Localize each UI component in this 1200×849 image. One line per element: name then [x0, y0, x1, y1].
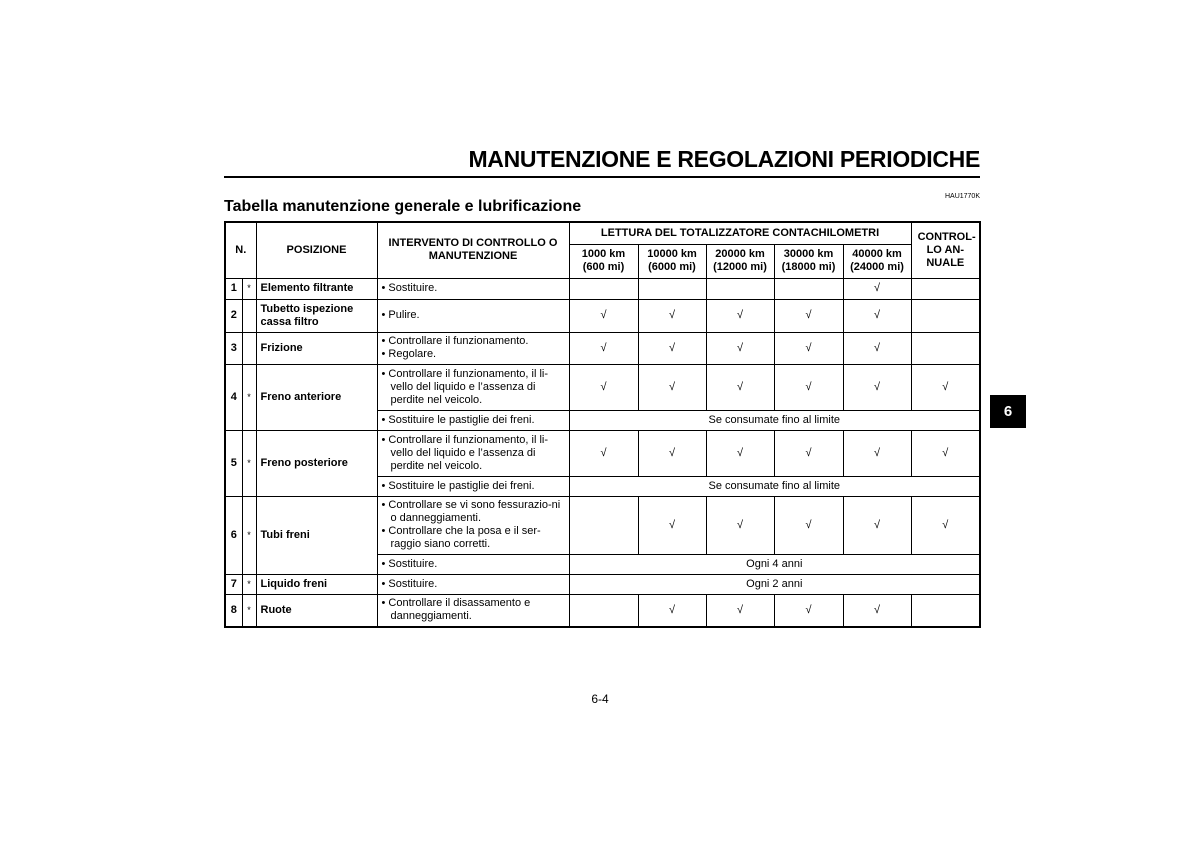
action-text: Controllare se vi sono fessurazio-ni o danneggiamenti.: [388, 499, 561, 524]
km-label: 1000 km: [581, 248, 626, 260]
action-text: Controllare il funzionamento.: [388, 335, 529, 347]
row-number: 3: [225, 332, 242, 364]
check-mark-cell: √: [843, 594, 911, 627]
action-item: [382, 525, 565, 551]
check-mark-cell: √: [706, 364, 774, 410]
interval-note: Se consumate fino al limite: [569, 410, 980, 430]
action-cell: [377, 332, 569, 364]
action-text: Controllare il funzionamento, il li-vello del liquido e l’assenza di perdite nel veicolo.: [388, 433, 548, 472]
check-mark-cell: √: [638, 332, 706, 364]
header-km-4: [843, 244, 911, 278]
header-km-0: [569, 244, 638, 278]
check-mark-cell: √: [638, 364, 706, 410]
mi-label: (18000 mi): [781, 261, 836, 273]
bullet-icon: •: [381, 525, 389, 537]
header-action: INTERVENTO DI CONTROLLO O MANUTENZIONE: [377, 222, 569, 278]
asterisk-marker: *: [242, 430, 256, 496]
action-text: Sostituire le pastiglie dei freni.: [388, 479, 535, 492]
asterisk-marker: *: [242, 594, 256, 627]
check-mark-cell: √: [843, 430, 911, 476]
km-label: 30000 km: [783, 248, 834, 260]
bullet-icon: •: [381, 499, 389, 511]
mi-label: (6000 mi): [648, 261, 696, 273]
row-position: Elemento filtrante: [256, 278, 377, 299]
mi-label: (600 mi): [582, 261, 625, 273]
row-position: Freno posteriore: [256, 430, 377, 496]
table-row: [225, 594, 980, 627]
action-text: Controllare il funzionamento, il li-vello del liquido e l’assenza di perdite nel veicolo.: [388, 367, 548, 406]
action-cell: [377, 476, 569, 496]
action-item: [382, 414, 565, 427]
row-number: 1: [225, 278, 242, 299]
row-number: 6: [225, 496, 242, 574]
row-number: 5: [225, 430, 242, 496]
empty-cell: [569, 278, 638, 299]
row-position: Tubi freni: [256, 496, 377, 574]
asterisk-marker: *: [242, 574, 256, 594]
empty-cell: [911, 278, 980, 299]
table-row: [225, 430, 980, 476]
action-text: Sostituire.: [388, 282, 438, 294]
action-item: [382, 480, 565, 493]
action-cell: [377, 594, 569, 627]
header-km-2: [706, 244, 774, 278]
header-km-3: [774, 244, 843, 278]
check-mark-cell: √: [911, 430, 980, 476]
check-mark-cell: √: [706, 594, 774, 627]
action-cell: [377, 410, 569, 430]
empty-cell: [911, 332, 980, 364]
table-row: [225, 332, 980, 364]
asterisk-marker: [242, 299, 256, 332]
action-cell: [377, 278, 569, 299]
table-row: [225, 278, 980, 299]
km-label: 40000 km: [852, 248, 902, 260]
check-mark-cell: √: [706, 332, 774, 364]
asterisk-marker: [242, 332, 256, 364]
row-number: 8: [225, 594, 242, 627]
mi-label: (12000 mi): [713, 261, 767, 273]
maintenance-table: [224, 221, 981, 628]
action-item: [382, 282, 565, 295]
row-position: Tubetto ispezione cassa filtro: [256, 299, 377, 332]
asterisk-marker: *: [242, 364, 256, 430]
check-mark-cell: √: [774, 496, 843, 554]
header-position: POSIZIONE: [256, 222, 377, 278]
bullet-icon: •: [381, 479, 389, 492]
check-mark-cell: √: [774, 332, 843, 364]
bullet-icon: •: [381, 309, 389, 321]
header-annual: CONTROL-LO AN-NUALE: [911, 222, 980, 278]
check-mark-cell: √: [774, 430, 843, 476]
action-item: [382, 578, 565, 591]
check-mark-cell: √: [569, 299, 638, 332]
check-mark-cell: √: [911, 496, 980, 554]
action-text: Sostituire le pastiglie dei freni.: [388, 413, 535, 426]
check-mark-cell: √: [638, 430, 706, 476]
mi-label: (24000 mi): [850, 261, 904, 273]
row-position: Frizione: [256, 332, 377, 364]
check-mark-cell: √: [843, 278, 911, 299]
action-text: Sostituire.: [388, 557, 438, 570]
header-num: N.: [225, 222, 256, 278]
check-mark-cell: √: [843, 299, 911, 332]
check-mark-cell: √: [638, 496, 706, 554]
interval-note: Ogni 2 anni: [569, 574, 980, 594]
check-mark-cell: √: [774, 299, 843, 332]
empty-cell: [569, 496, 638, 554]
table-row: [225, 299, 980, 332]
page-number: 6-4: [591, 692, 609, 706]
action-item: [382, 434, 565, 473]
bullet-icon: •: [381, 433, 389, 446]
check-mark-cell: √: [638, 594, 706, 627]
action-cell: [377, 299, 569, 332]
check-mark-cell: √: [569, 430, 638, 476]
bullet-icon: •: [381, 335, 389, 347]
table-row: [225, 496, 980, 554]
row-position: Ruote: [256, 594, 377, 627]
action-cell: [377, 554, 569, 574]
chapter-tab: 6: [990, 395, 1026, 428]
row-number: 7: [225, 574, 242, 594]
table-row: [225, 364, 980, 410]
check-mark-cell: √: [706, 299, 774, 332]
asterisk-marker: *: [242, 278, 256, 299]
empty-cell: [774, 278, 843, 299]
check-mark-cell: √: [706, 430, 774, 476]
action-text: Pulire.: [388, 309, 420, 321]
row-number: 4: [225, 364, 242, 430]
bullet-icon: •: [381, 348, 389, 360]
km-label: 10000 km: [647, 248, 697, 260]
bullet-icon: •: [381, 282, 389, 294]
check-mark-cell: √: [843, 496, 911, 554]
action-item: [382, 335, 565, 348]
action-cell: [377, 364, 569, 410]
empty-cell: [706, 278, 774, 299]
check-mark-cell: √: [706, 496, 774, 554]
action-text: Sostituire.: [388, 577, 438, 590]
empty-cell: [911, 594, 980, 627]
header-rule: [224, 176, 980, 178]
action-text: Regolare.: [388, 348, 437, 360]
bullet-icon: •: [381, 577, 389, 590]
section-title: Tabella manutenzione generale e lubrificazione: [224, 198, 582, 215]
empty-cell: [911, 299, 980, 332]
header-km-1: [638, 244, 706, 278]
check-mark-cell: √: [774, 364, 843, 410]
check-mark-cell: √: [911, 364, 980, 410]
row-number: 2: [225, 299, 242, 332]
bullet-icon: •: [381, 367, 389, 380]
action-cell: [377, 430, 569, 476]
document-code: HAU1770K: [944, 193, 980, 200]
action-item: [382, 597, 565, 623]
action-item: [382, 558, 565, 571]
km-label: 20000 km: [715, 248, 765, 260]
action-cell: [377, 496, 569, 554]
check-mark-cell: √: [569, 332, 638, 364]
check-mark-cell: √: [843, 364, 911, 410]
page-header: MANUTENZIONE E REGOLAZIONI PERIODICHE: [468, 146, 980, 172]
header-odometer: LETTURA DEL TOTALIZZATORE CONTACHILOMETRI: [569, 222, 911, 244]
check-mark-cell: √: [843, 332, 911, 364]
interval-note: Se consumate fino al limite: [569, 476, 980, 496]
bullet-icon: •: [381, 597, 389, 610]
action-cell: [377, 574, 569, 594]
check-mark-cell: √: [638, 299, 706, 332]
action-item: [382, 309, 565, 322]
action-text: Controllare il disassamento e danneggiamenti.: [388, 597, 531, 623]
action-item: [382, 499, 565, 525]
empty-cell: [638, 278, 706, 299]
empty-cell: [569, 594, 638, 627]
asterisk-marker: *: [242, 496, 256, 574]
row-position: Freno anteriore: [256, 364, 377, 430]
check-mark-cell: √: [774, 594, 843, 627]
table-row: [225, 574, 980, 594]
interval-note: Ogni 4 anni: [569, 554, 980, 574]
action-text: Controllare che la posa e il ser-raggio siano corretti.: [388, 525, 541, 550]
check-mark-cell: √: [569, 364, 638, 410]
bullet-icon: •: [381, 557, 389, 570]
action-item: [382, 348, 565, 361]
action-item: [382, 368, 565, 407]
row-position: Liquido freni: [256, 574, 377, 594]
bullet-icon: •: [381, 413, 389, 426]
